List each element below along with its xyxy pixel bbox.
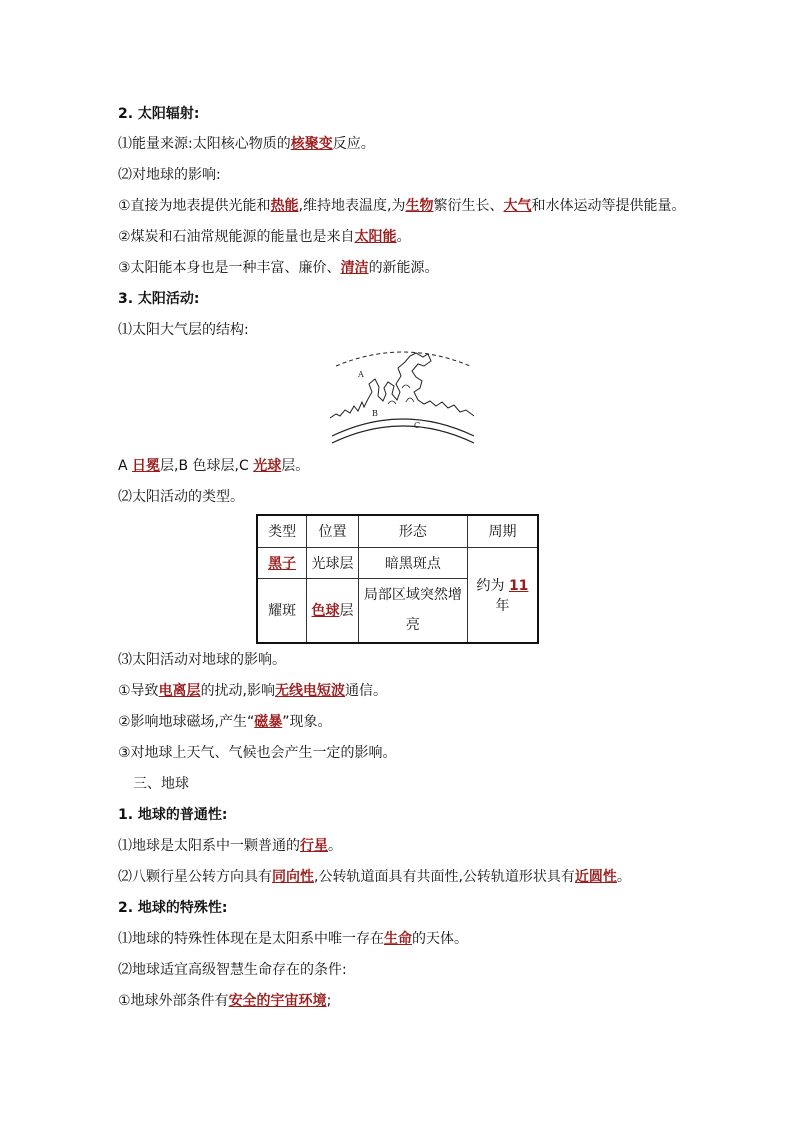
impact-item-1 bbox=[118, 196, 685, 216]
cell-period bbox=[467, 547, 538, 643]
chromosphere-spicules bbox=[330, 353, 474, 418]
text: 。 bbox=[396, 229, 411, 245]
figure-caption bbox=[118, 456, 309, 476]
answer-clean: 清洁 bbox=[340, 260, 369, 276]
text: ⑴地球是太阳系中一颗普通的 bbox=[118, 838, 300, 854]
text: ②煤炭和石油常规能源的能量也是来自 bbox=[118, 229, 355, 245]
cell-type: 耀斑 bbox=[257, 578, 307, 643]
text: 通信。 bbox=[345, 683, 388, 699]
answer-eleven: 11 bbox=[508, 577, 529, 594]
figure-label-a: A bbox=[358, 370, 364, 379]
text: ,维持地表温度,为 bbox=[298, 198, 406, 214]
impact-item-3 bbox=[118, 258, 439, 278]
impact-title: ⑵对地球的影响: bbox=[118, 167, 221, 183]
cell-form: 暗黑斑点 bbox=[358, 547, 467, 578]
answer-solar-energy: 太阳能 bbox=[354, 229, 397, 245]
text: 的天体。 bbox=[412, 931, 468, 947]
solar-activity-table bbox=[256, 514, 539, 644]
cell-type bbox=[257, 547, 307, 578]
effect-item-1 bbox=[118, 681, 387, 701]
answer-photosphere: 光球 bbox=[253, 458, 282, 474]
text: ⑴地球的特殊性体现在是太阳系中唯一存在 bbox=[118, 931, 384, 947]
text: ⑴能量来源:太阳核心物质的 bbox=[118, 136, 291, 152]
special-item-2: ⑵地球适宜高级智慧生命存在的条件: bbox=[118, 962, 347, 978]
answer-ionosphere: 电离层 bbox=[158, 683, 201, 699]
types-title: ⑵太阳活动的类型。 bbox=[118, 489, 244, 505]
heading-solar-radiation: 2. 太阳辐射: bbox=[118, 106, 200, 122]
text: 层 bbox=[339, 603, 354, 620]
text: ①导致 bbox=[118, 683, 159, 699]
effect-item-2 bbox=[118, 712, 332, 732]
commonality-item-2 bbox=[118, 867, 631, 887]
text: ①地球外部条件有 bbox=[118, 993, 229, 1009]
heading-solar-activity: 3. 太阳活动: bbox=[118, 291, 200, 307]
table-header-row bbox=[257, 515, 538, 547]
text: 反应。 bbox=[332, 136, 375, 152]
text: 的新能源。 bbox=[368, 260, 439, 276]
cell-position bbox=[307, 578, 359, 643]
cell-form: 局部区域突然增亮 bbox=[358, 578, 467, 643]
answer-near-circular: 近圆性 bbox=[574, 869, 617, 885]
answer-same-direction: 同向性 bbox=[272, 869, 314, 885]
photosphere-arc-outer bbox=[332, 419, 474, 436]
effects-title: ⑶太阳活动对地球的影响。 bbox=[118, 652, 286, 668]
figure-label-b: B bbox=[372, 409, 378, 418]
text: 约为 bbox=[476, 577, 509, 594]
text: ③太阳能本身也是一种丰富、廉价、 bbox=[118, 260, 341, 276]
answer-magnetic-storm: 磁暴 bbox=[254, 714, 283, 730]
answer-radio-shortwave: 无线电短波 bbox=[275, 683, 346, 699]
text: ②影响地球磁场,产生“ bbox=[118, 714, 255, 730]
heading-earth-special: 2. 地球的特殊性: bbox=[118, 900, 228, 916]
text: 的扰动,影响 bbox=[200, 683, 276, 699]
answer-life: 生命 bbox=[384, 931, 412, 947]
text: 年 bbox=[495, 597, 510, 614]
text: 层。 bbox=[281, 458, 310, 474]
answer-chromosphere: 色球 bbox=[311, 603, 340, 620]
special-item-3 bbox=[118, 991, 331, 1011]
answer-safe-cosmic-environment: 安全的宇宙环境 bbox=[228, 993, 327, 1009]
table-row bbox=[257, 547, 538, 578]
solar-atmosphere-figure bbox=[328, 344, 478, 449]
text: ; bbox=[326, 993, 332, 1009]
header-position: 位置 bbox=[307, 515, 359, 547]
impact-item-2 bbox=[118, 227, 411, 247]
answer-heat-energy: 热能 bbox=[270, 198, 299, 214]
section-earth: 三、地球 bbox=[133, 776, 189, 792]
heading-earth-commonality: 1. 地球的普通性: bbox=[118, 807, 228, 823]
text: ,公转轨道面具有共面性,公转轨道形状具有 bbox=[314, 869, 575, 885]
commonality-item-1 bbox=[118, 836, 342, 856]
text: ①直接为地表提供光能和 bbox=[118, 198, 271, 214]
text: 和水体运动等提供能量。 bbox=[531, 198, 686, 214]
text: 繁衍生长、 bbox=[433, 198, 504, 214]
header-form: 形态 bbox=[358, 515, 467, 547]
text: ⑵八颗行星公转方向具有 bbox=[118, 869, 272, 885]
text: A bbox=[118, 458, 133, 474]
cell-position: 光球层 bbox=[307, 547, 359, 578]
figure-label-c: C bbox=[414, 421, 421, 430]
header-type: 类型 bbox=[257, 515, 307, 547]
answer-sunspot: 黑子 bbox=[268, 555, 297, 572]
answer-fusion: 核聚变 bbox=[290, 136, 333, 152]
energy-source-line bbox=[118, 134, 375, 154]
structure-title: ⑴太阳大气层的结构: bbox=[118, 322, 249, 338]
answer-planet: 行星 bbox=[300, 838, 328, 854]
header-period: 周期 bbox=[467, 515, 538, 547]
text: 。 bbox=[616, 869, 631, 885]
special-item-1 bbox=[118, 929, 468, 949]
text: 。 bbox=[328, 838, 342, 854]
effect-item-3: ③对地球上天气、气候也会产生一定的影响。 bbox=[118, 745, 397, 761]
text: ”现象。 bbox=[282, 714, 332, 730]
photosphere-arc-inner bbox=[332, 426, 474, 443]
text: 层,B 色球层,C bbox=[160, 458, 254, 474]
answer-atmosphere: 大气 bbox=[503, 198, 532, 214]
answer-organisms: 生物 bbox=[405, 198, 434, 214]
answer-corona: 日冕 bbox=[132, 458, 161, 474]
